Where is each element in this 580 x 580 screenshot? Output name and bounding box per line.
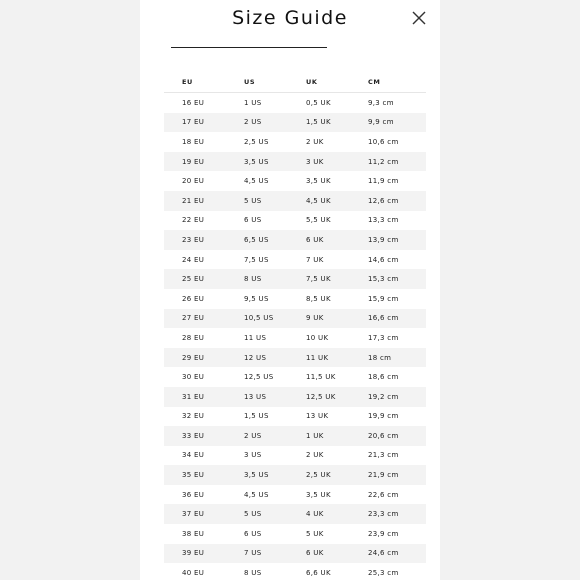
cell-uk: 6,6 UK [306, 569, 331, 578]
cell-eu: 22 EU [182, 216, 205, 225]
cell-eu: 37 EU [182, 510, 205, 519]
cell-cm: 23,3 cm [368, 510, 399, 519]
cell-cm: 21,3 cm [368, 451, 399, 460]
cell-uk: 4,5 UK [306, 196, 331, 205]
cell-uk: 7 UK [306, 255, 324, 264]
table-header-row [164, 72, 426, 93]
cell-cm: 25,3 cm [368, 569, 399, 578]
table-row [164, 132, 426, 152]
cell-cm: 23,9 cm [368, 529, 399, 538]
cell-eu: 31 EU [182, 392, 205, 401]
cell-uk: 3,5 UK [306, 490, 331, 499]
cell-uk: 4 UK [306, 510, 324, 519]
cell-us: 3,5 US [244, 157, 269, 166]
table-row [164, 230, 426, 250]
cell-cm: 15,9 cm [368, 294, 399, 303]
cell-eu: 34 EU [182, 451, 205, 460]
table-body [164, 93, 426, 580]
cell-us: 3,5 US [244, 471, 269, 480]
cell-us: 5 US [244, 510, 262, 519]
table-row [164, 328, 426, 348]
cell-cm: 11,9 cm [368, 177, 399, 186]
cell-uk: 7,5 UK [306, 275, 331, 284]
cell-eu: 16 EU [182, 98, 205, 107]
cell-eu: 36 EU [182, 490, 205, 499]
cell-uk: 12,5 UK [306, 392, 336, 401]
cell-uk: 5 UK [306, 529, 324, 538]
cell-us: 2,5 US [244, 137, 269, 146]
cell-us: 5 US [244, 196, 262, 205]
cell-cm: 21,9 cm [368, 471, 399, 480]
table-row [164, 152, 426, 172]
cell-us: 6 US [244, 529, 262, 538]
cell-uk: 6 UK [306, 235, 324, 244]
cell-eu: 29 EU [182, 353, 205, 362]
cell-us: 8 US [244, 275, 262, 284]
table-row [164, 524, 426, 544]
cell-eu: 26 EU [182, 294, 205, 303]
cell-cm: 18,6 cm [368, 373, 399, 382]
cell-eu: 39 EU [182, 549, 205, 558]
table-row [164, 211, 426, 231]
cell-eu: 33 EU [182, 431, 205, 440]
table-row [164, 387, 426, 407]
size-table [164, 72, 426, 580]
tab-underline [171, 47, 327, 48]
cell-eu: 19 EU [182, 157, 205, 166]
cell-cm: 19,9 cm [368, 412, 399, 421]
cell-uk: 11 UK [306, 353, 329, 362]
cell-uk: 10 UK [306, 333, 329, 342]
cell-us: 4,5 US [244, 177, 269, 186]
cell-cm: 20,6 cm [368, 431, 399, 440]
cell-uk: 9 UK [306, 314, 324, 323]
table-row [164, 367, 426, 387]
table-row [164, 544, 426, 564]
cell-uk: 1,5 UK [306, 118, 331, 127]
cell-eu: 17 EU [182, 118, 205, 127]
table-row [164, 465, 426, 485]
cell-us: 12,5 US [244, 373, 274, 382]
cell-us: 1 US [244, 98, 262, 107]
cell-uk: 2 UK [306, 137, 324, 146]
cell-uk: 3 UK [306, 157, 324, 166]
modal-title: Size Guide [232, 7, 348, 29]
cell-eu: 18 EU [182, 137, 205, 146]
table-row [164, 250, 426, 270]
cell-cm: 15,3 cm [368, 275, 399, 284]
cell-us: 3 US [244, 451, 262, 460]
cell-eu: 32 EU [182, 412, 205, 421]
table-row [164, 171, 426, 191]
cell-us: 2 US [244, 431, 262, 440]
cell-cm: 12,6 cm [368, 196, 399, 205]
cell-eu: 27 EU [182, 314, 205, 323]
cell-uk: 8,5 UK [306, 294, 331, 303]
cell-cm: 24,6 cm [368, 549, 399, 558]
table-row [164, 113, 426, 133]
table-row [164, 426, 426, 446]
cell-us: 1,5 US [244, 412, 269, 421]
cell-uk: 11,5 UK [306, 373, 336, 382]
table-row [164, 348, 426, 368]
cell-uk: 3,5 UK [306, 177, 331, 186]
table-row [164, 485, 426, 505]
cell-cm: 10,6 cm [368, 137, 399, 146]
cell-cm: 19,2 cm [368, 392, 399, 401]
cell-cm: 13,3 cm [368, 216, 399, 225]
cell-uk: 1 UK [306, 431, 324, 440]
cell-eu: 25 EU [182, 275, 205, 284]
cell-cm: 14,6 cm [368, 255, 399, 264]
cell-cm: 17,3 cm [368, 333, 399, 342]
cell-eu: 23 EU [182, 235, 205, 244]
table-row [164, 563, 426, 580]
table-row [164, 504, 426, 524]
cell-eu: 28 EU [182, 333, 205, 342]
cell-us: 9,5 US [244, 294, 269, 303]
table-row [164, 93, 426, 113]
cell-us: 4,5 US [244, 490, 269, 499]
cell-eu: 24 EU [182, 255, 205, 264]
cell-eu: 35 EU [182, 471, 205, 480]
cell-eu: 21 EU [182, 196, 205, 205]
header-us: US [244, 78, 256, 86]
header-eu: EU [182, 78, 193, 86]
cell-us: 10,5 US [244, 314, 274, 323]
cell-cm: 13,9 cm [368, 235, 399, 244]
cell-us: 2 US [244, 118, 262, 127]
cell-us: 12 US [244, 353, 267, 362]
cell-eu: 20 EU [182, 177, 205, 186]
table-row [164, 309, 426, 329]
cell-cm: 9,3 cm [368, 98, 394, 107]
cell-cm: 11,2 cm [368, 157, 399, 166]
close-icon[interactable] [412, 11, 426, 25]
cell-uk: 2 UK [306, 451, 324, 460]
cell-uk: 13 UK [306, 412, 329, 421]
cell-cm: 16,6 cm [368, 314, 399, 323]
cell-us: 7,5 US [244, 255, 269, 264]
header-uk: UK [306, 78, 318, 86]
size-guide-modal [140, 0, 440, 580]
cell-eu: 40 EU [182, 569, 205, 578]
header-cm: CM [368, 78, 381, 86]
cell-us: 6 US [244, 216, 262, 225]
cell-uk: 2,5 UK [306, 471, 331, 480]
cell-cm: 22,6 cm [368, 490, 399, 499]
cell-cm: 18 cm [368, 353, 392, 362]
cell-eu: 38 EU [182, 529, 205, 538]
cell-eu: 30 EU [182, 373, 205, 382]
cell-us: 7 US [244, 549, 262, 558]
table-row [164, 269, 426, 289]
cell-us: 13 US [244, 392, 267, 401]
cell-uk: 0,5 UK [306, 98, 331, 107]
cell-us: 8 US [244, 569, 262, 578]
cell-us: 11 US [244, 333, 267, 342]
cell-us: 6,5 US [244, 235, 269, 244]
cell-uk: 5,5 UK [306, 216, 331, 225]
table-row [164, 191, 426, 211]
cell-uk: 6 UK [306, 549, 324, 558]
table-row [164, 407, 426, 427]
table-row [164, 446, 426, 466]
table-row [164, 289, 426, 309]
cell-cm: 9,9 cm [368, 118, 394, 127]
